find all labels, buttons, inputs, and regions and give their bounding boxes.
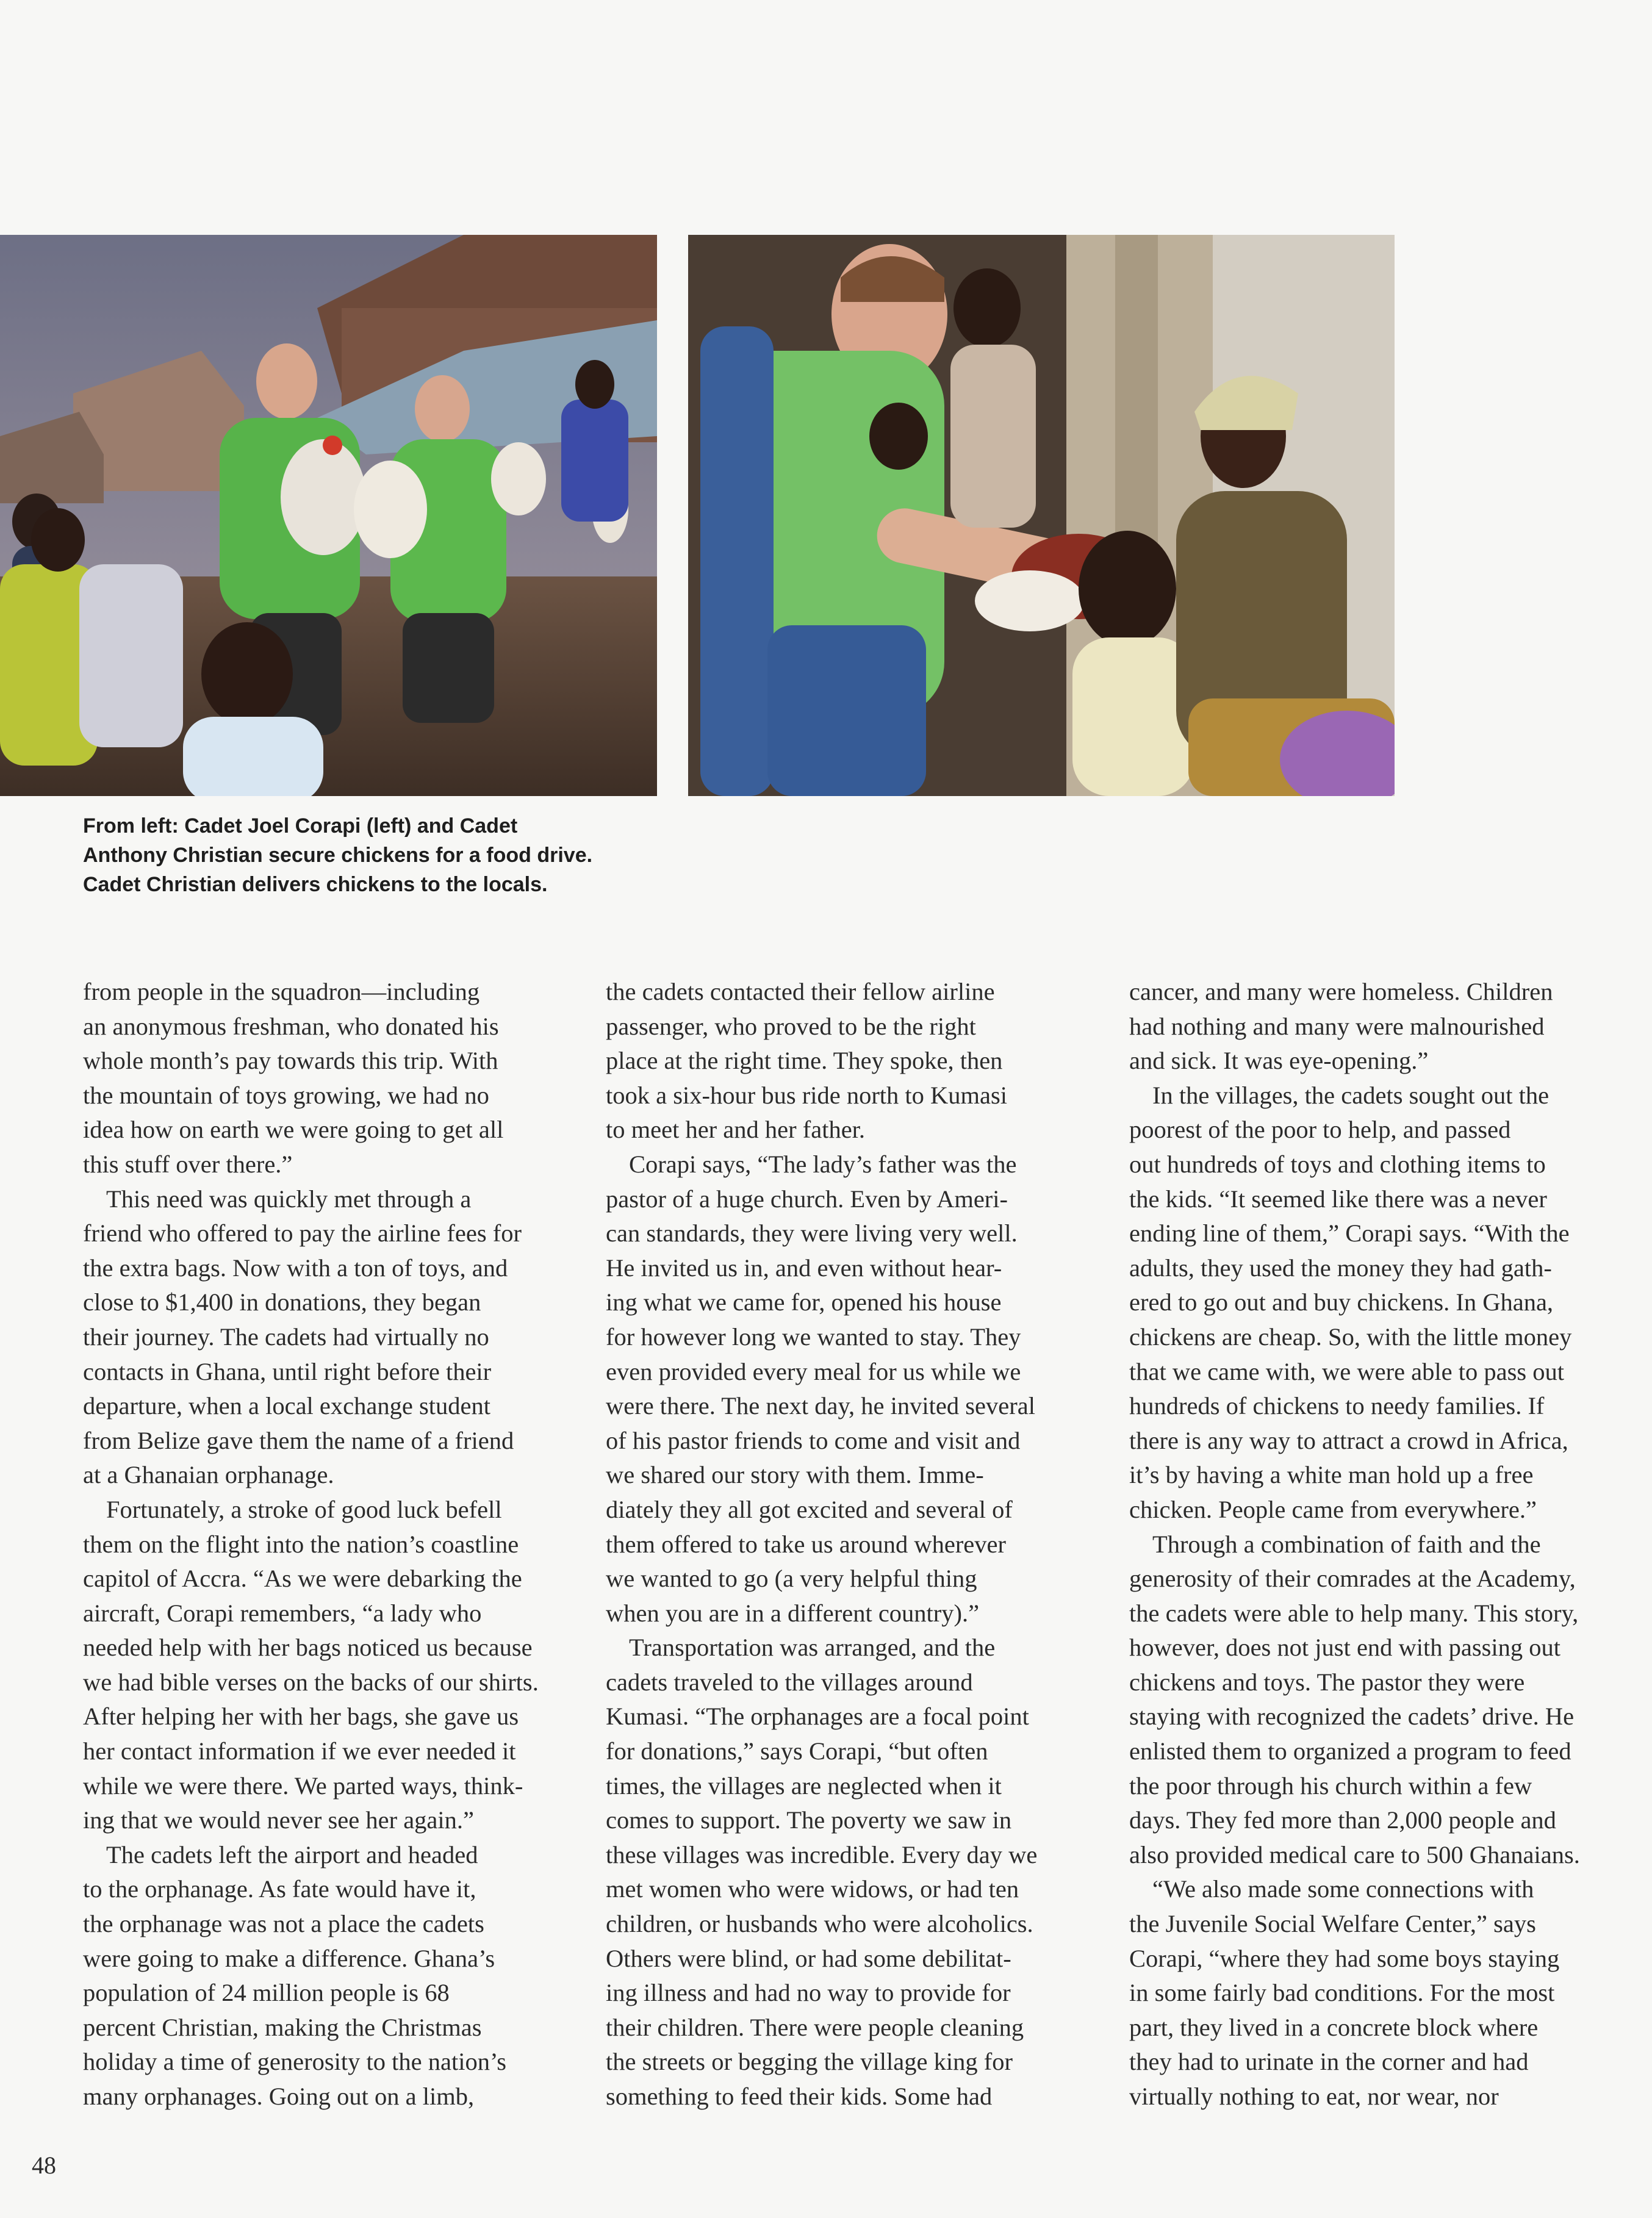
article-line: we had bible verses on the backs of our shirts.	[83, 1668, 539, 1696]
article-column-3	[1129, 975, 1611, 2114]
article-line: the Juvenile Social Welfare Center,” says	[1129, 1910, 1536, 1938]
article-line: took a six-hour bus ride north to Kumasi	[606, 1081, 1008, 1109]
photo-cadets-holding-chickens	[0, 235, 657, 796]
article-line: He invited us in, and even without hear-	[606, 1254, 1002, 1282]
article-line: them offered to take us around wherever	[606, 1530, 1006, 1558]
photo-right-illustration	[688, 235, 1395, 796]
article-line: Through a combination of faith and the	[1152, 1530, 1541, 1558]
caption-line: Cadet Christian delivers chickens to the locals.	[83, 873, 548, 896]
photo-cadet-delivering-chickens	[688, 235, 1395, 796]
article-line: ing illness and had no way to provide for	[606, 1979, 1011, 2007]
article-line: from Belize gave them the name of a friend	[83, 1426, 514, 1454]
article-line: ing what we came for, opened his house	[606, 1288, 1002, 1316]
article-line: children, or husbands who were alcoholics.	[606, 1910, 1033, 1938]
article-line: Corapi, “where they had some boys staying	[1129, 1944, 1560, 1972]
article-line: the mountain of toys growing, we had no	[83, 1081, 489, 1109]
article-line: in some fairly bad conditions. For the most	[1129, 1979, 1555, 2007]
article-line: Fortunately, a stroke of good luck befell	[106, 1495, 502, 1523]
article-line: needed help with her bags noticed us because	[83, 1634, 533, 1662]
article-line: from people in the squadron—including	[83, 978, 480, 1005]
article-line: however, does not just end with passing out	[1129, 1634, 1561, 1662]
article-line: After helping her with her bags, she gave us	[83, 1703, 519, 1731]
article-line: The cadets left the airport and headed	[106, 1840, 478, 1868]
article-line: can standards, they were living very well.	[606, 1219, 1018, 1247]
article-line: were going to make a difference. Ghana’s	[83, 1944, 495, 1972]
article-line: their journey. The cadets had virtually no	[83, 1323, 489, 1351]
article-line: ered to go out and buy chickens. In Ghana,	[1129, 1288, 1554, 1316]
article-column-1	[83, 975, 565, 2114]
article-line: even provided every meal for us while we	[606, 1357, 1021, 1385]
article-line: holiday a time of generosity to the nation’s	[83, 2048, 506, 2076]
article-line: there is any way to attract a crowd in Africa,	[1129, 1426, 1568, 1454]
article-line: Transportation was arranged, and the	[629, 1634, 996, 1662]
article-line: the cadets contacted their fellow airline	[606, 978, 995, 1005]
article-line: to the orphanage. As fate would have it,	[83, 1875, 476, 1903]
article-line: while we were there. We parted ways, think-	[83, 1771, 523, 1800]
article-line: them on the flight into the nation’s coastline	[83, 1530, 519, 1558]
article-line: this stuff over there.”	[83, 1150, 293, 1178]
article-line: whole month’s pay towards this trip. With	[83, 1047, 498, 1075]
article-line: when you are in a different country).”	[606, 1599, 980, 1627]
article-line: chickens are cheap. So, with the little money	[1129, 1323, 1572, 1351]
article-line: the extra bags. Now with a ton of toys, and	[83, 1254, 508, 1282]
article-line: their children. There were people cleaning	[606, 2013, 1024, 2041]
article-line: the cadets were able to help many. This story,	[1129, 1599, 1579, 1627]
article-line: met women who were widows, or had ten	[606, 1875, 1019, 1903]
article-line: cadets traveled to the villages around	[606, 1668, 973, 1696]
caption-line: Anthony Christian secure chickens for a food drive.	[83, 844, 593, 867]
article-line: departure, when a local exchange student	[83, 1392, 490, 1420]
article-line: cancer, and many were homeless. Children	[1129, 978, 1553, 1005]
article-line: for donations,” says Corapi, “but often	[606, 1737, 988, 1765]
article-line: days. They fed more than 2,000 people and	[1129, 1806, 1556, 1834]
article-line: passenger, who proved to be the right	[606, 1012, 976, 1040]
article-line: to meet her and her father.	[606, 1116, 866, 1144]
photo-caption	[83, 811, 681, 899]
article-line: they had to urinate in the corner and had	[1129, 2048, 1529, 2076]
article-line: virtually nothing to eat, nor wear, nor	[1129, 2083, 1499, 2110]
article-line: also provided medical care to 500 Ghanaians.	[1129, 1840, 1580, 1868]
article-line: times, the villages are neglected when it	[606, 1771, 1002, 1800]
article-line: adults, they used the money they had gath-	[1129, 1254, 1552, 1282]
article-line: out hundreds of toys and clothing items to	[1129, 1150, 1546, 1178]
article-line: percent Christian, making the Christmas	[83, 2013, 482, 2041]
article-line: diately they all got excited and several of	[606, 1495, 1013, 1523]
article-line: chickens and toys. The pastor they were	[1129, 1668, 1525, 1696]
article-line: the orphanage was not a place the cadets	[83, 1910, 484, 1938]
article-line: of his pastor friends to come and visit and	[606, 1426, 1021, 1454]
article-line: an anonymous freshman, who donated his	[83, 1012, 499, 1040]
article-line: the kids. “It seemed like there was a never	[1129, 1185, 1547, 1213]
article-line: generosity of their comrades at the Academy,	[1129, 1565, 1576, 1593]
article-line: place at the right time. They spoke, then	[606, 1047, 1003, 1075]
article-line: we wanted to go (a very helpful thing	[606, 1565, 977, 1593]
article-line: ending line of them,” Corapi says. “With the	[1129, 1219, 1570, 1247]
article-line: population of 24 million people is 68	[83, 1979, 450, 2007]
article-line: it’s by having a white man hold up a free	[1129, 1461, 1534, 1489]
article-line: were there. The next day, he invited several	[606, 1392, 1035, 1420]
article-line: poorest of the poor to help, and passed	[1129, 1116, 1511, 1144]
article-line: idea how on earth we were going to get all	[83, 1116, 504, 1144]
article-line: had nothing and many were malnourished	[1129, 1012, 1545, 1040]
caption-line: From left: Cadet Joel Corapi (left) and Cadet	[83, 814, 518, 838]
article-line: Corapi says, “The lady’s father was the	[629, 1150, 1017, 1178]
article-line: aircraft, Corapi remembers, “a lady who	[83, 1599, 482, 1627]
photo-left-illustration	[0, 235, 657, 796]
article-line: Kumasi. “The orphanages are a focal point	[606, 1703, 1029, 1731]
article-line: friend who offered to pay the airline fees for	[83, 1219, 522, 1247]
article-line: capitol of Accra. “As we were debarking the	[83, 1565, 522, 1593]
article-line: the poor through his church within a few	[1129, 1771, 1532, 1800]
article-line: “We also made some connections with	[1152, 1875, 1534, 1903]
article-line: In the villages, the cadets sought out the	[1152, 1081, 1550, 1109]
article-line: and sick. It was eye-opening.”	[1129, 1047, 1429, 1075]
article-line: the streets or begging the village king for	[606, 2048, 1013, 2076]
article-line: comes to support. The poverty we saw in	[606, 1806, 1012, 1834]
page-number: 48	[32, 2152, 56, 2179]
article-line: that we came with, we were able to pass out	[1129, 1357, 1565, 1385]
article-line: many orphanages. Going out on a limb,	[83, 2083, 475, 2110]
article-line: enlisted them to organized a program to feed	[1129, 1737, 1571, 1765]
article-line: Others were blind, or had some debilitat-	[606, 1944, 1011, 1972]
article-line: close to $1,400 in donations, they began	[83, 1288, 481, 1316]
article-line: ing that we would never see her again.”	[83, 1806, 474, 1834]
article-line: contacts in Ghana, until right before their	[83, 1357, 492, 1385]
article-line: these villages was incredible. Every day we	[606, 1840, 1038, 1868]
article-line: something to feed their kids. Some had	[606, 2083, 993, 2110]
article-line: her contact information if we ever needed it	[83, 1737, 516, 1765]
article-line: hundreds of chickens to needy families. If	[1129, 1392, 1545, 1420]
article-line: This need was quickly met through a	[106, 1185, 472, 1213]
article-line: part, they lived in a concrete block where	[1129, 2013, 1539, 2041]
article-column-2	[606, 975, 1088, 2114]
article-line: at a Ghanaian orphanage.	[83, 1461, 334, 1489]
article-line: we shared our story with them. Imme-	[606, 1461, 984, 1489]
article-line: for however long we wanted to stay. They	[606, 1323, 1021, 1351]
article-line: chicken. People came from everywhere.”	[1129, 1495, 1537, 1523]
article-line: staying with recognized the cadets’ drive. He	[1129, 1703, 1575, 1731]
article-line: pastor of a huge church. Even by Ameri-	[606, 1185, 1008, 1213]
